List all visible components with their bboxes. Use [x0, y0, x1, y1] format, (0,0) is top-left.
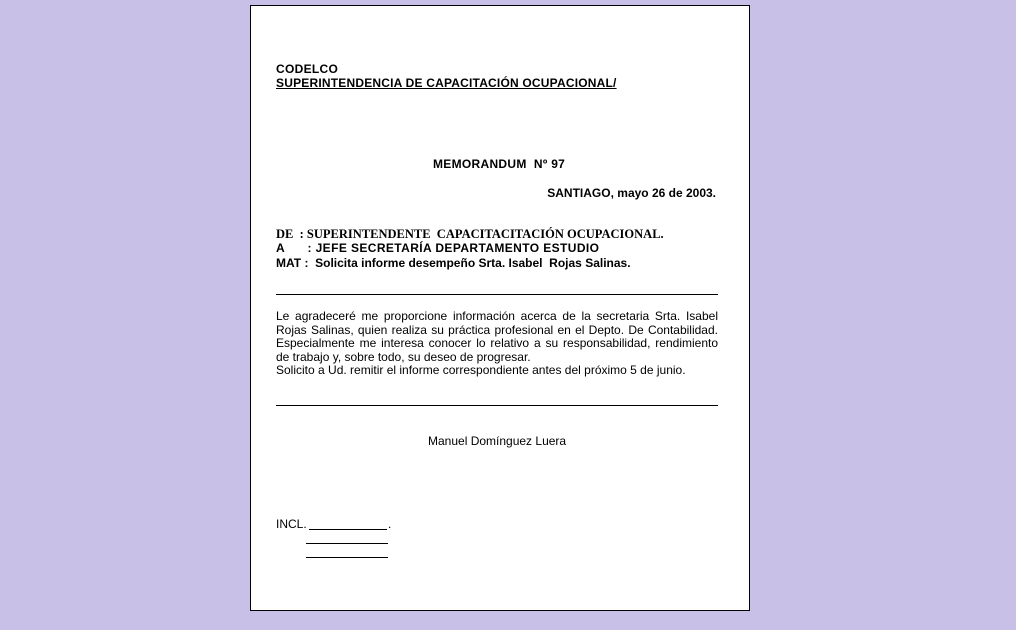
divider-top	[276, 294, 718, 295]
header-from-label: DE	[276, 227, 294, 241]
enclosure-blank-line	[309, 529, 387, 530]
header-to-value: : JEFE SECRETARÍA DEPARTAMENTO ESTUDIO	[285, 241, 600, 255]
header-subject-value: : Solicita informe desempeño Srta. Isabel Rojas Salinas.	[301, 256, 631, 270]
department-name: SUPERINTENDENCIA DE CAPACITACIÓN OCUPACIONAL/	[276, 76, 617, 90]
header-subject	[276, 256, 631, 270]
enclosure-blank-line	[306, 543, 388, 544]
divider-bottom	[276, 405, 718, 406]
enclosure-period: .	[388, 517, 392, 531]
header-to-label: A	[276, 241, 286, 255]
header-from	[276, 227, 664, 242]
signer-name: Manuel Domínguez Luera	[428, 434, 567, 448]
body-paragraph: Solicito a Ud. remitir el informe correspondiente antes del próximo 5 de junio.	[276, 363, 686, 377]
header-from-value: : SUPERINTENDENTE CAPACITACITACIÓN OCUPACIONAL.	[293, 227, 664, 241]
memo-date: SANTIAGO, mayo 26 de 2003.	[547, 186, 716, 200]
enclosures-label: INCL.	[276, 517, 307, 531]
enclosure-blank-line	[306, 557, 388, 558]
memo-title: MEMORANDUM Nº 97	[433, 157, 566, 171]
memo-page	[250, 5, 750, 611]
header-to	[276, 241, 599, 255]
body-paragraph: Le agradeceré me proporcione información acerca de la secretaria Srta. Isabel Rojas Salinas, quien realiza su práctica profesional en el Depto. De Contabilidad. Especialmente me interesa conocer lo relativo a su responsabilidad, rendimiento de trabajo y, sobre todo, su deseo de progresar.	[276, 309, 718, 364]
organization-name: CODELCO	[276, 62, 339, 76]
header-subject-label: MAT	[276, 256, 302, 270]
memo-body	[276, 310, 718, 378]
